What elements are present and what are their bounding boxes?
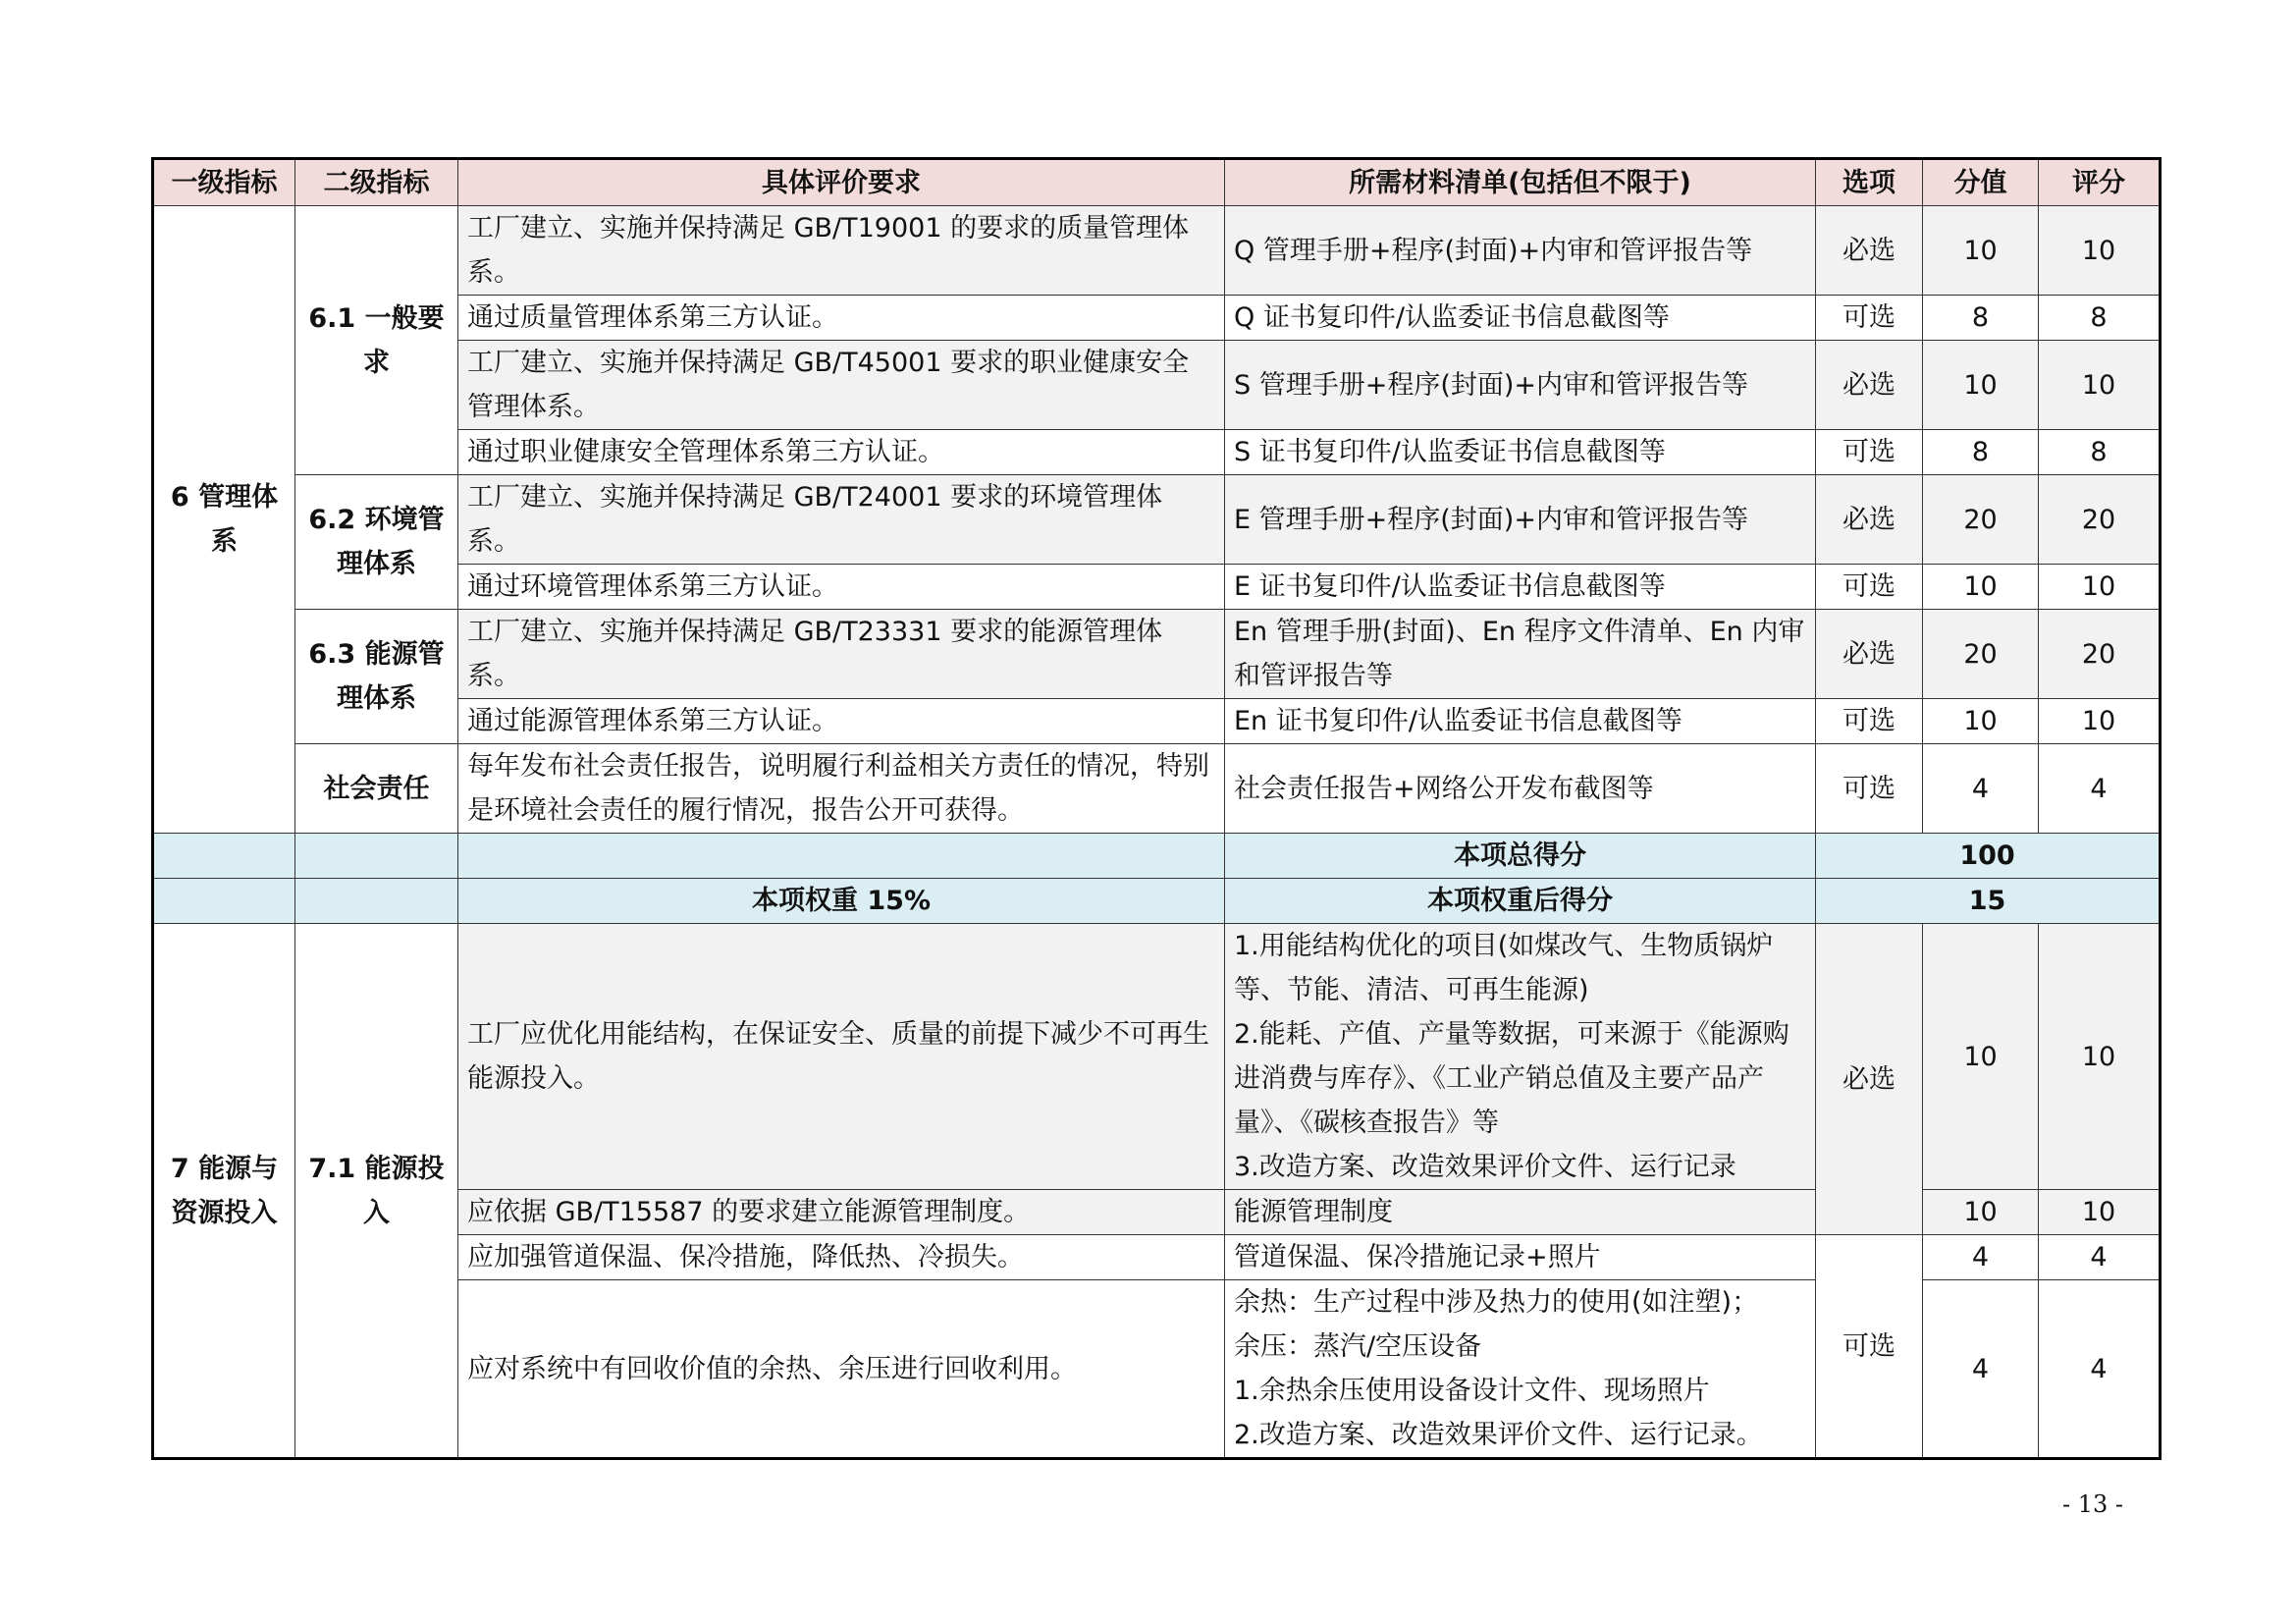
score-cell: 8	[2039, 296, 2161, 341]
materials-cell: 管道保温、保冷措施记录+照片	[1225, 1235, 1816, 1280]
score-cell: 10	[2039, 924, 2161, 1190]
option-cell: 必选	[1816, 206, 1923, 296]
requirement-cell: 每年发布社会责任报告，说明履行利益相关方责任的情况，特别是环境社会责任的履行情况，报告公开可获得。	[458, 744, 1225, 834]
score-cell: 20	[2039, 475, 2161, 565]
col-header-level1: 一级指标	[153, 159, 295, 206]
level1-energy-resource-input: 7 能源与资源投入	[153, 924, 295, 1459]
value-cell: 10	[1923, 565, 2039, 610]
option-cell: 可选	[1816, 296, 1923, 341]
materials-line: 余热：生产过程中涉及热力的使用(如注塑)；	[1234, 1287, 1759, 1318]
option-cell: 可选	[1816, 565, 1923, 610]
score-cell: 10	[2039, 341, 2161, 430]
materials-line: 余压：蒸汽/空压设备	[1234, 1331, 1482, 1362]
table-row	[153, 924, 2161, 1190]
value-cell: 4	[1923, 1235, 2039, 1280]
option-cell: 可选	[1816, 699, 1923, 744]
table-row	[153, 475, 2161, 565]
materials-cell: Q 证书复印件/认监委证书信息截图等	[1225, 296, 1816, 341]
materials-cell: E 证书复印件/认监委证书信息截图等	[1225, 565, 1816, 610]
requirement-cell: 应对系统中有回收价值的余热、余压进行回收利用。	[458, 1280, 1225, 1459]
requirement-cell: 工厂建立、实施并保持满足 GB/T19001 的要求的质量管理体系。	[458, 206, 1225, 296]
total-score-value: 100	[1816, 834, 2161, 879]
score-cell: 20	[2039, 610, 2161, 699]
materials-line: 1.用能结构优化的项目(如煤改气、生物质锅炉等、节能、清洁、可再生能源)	[1234, 931, 1774, 1005]
value-cell: 20	[1923, 475, 2039, 565]
evaluation-table	[151, 157, 2162, 1460]
level2-energy-input: 7.1 能源投入	[295, 924, 458, 1459]
requirement-cell: 工厂应优化用能结构，在保证安全、质量的前提下减少不可再生能源投入。	[458, 924, 1225, 1190]
col-header-score: 评分	[2039, 159, 2161, 206]
value-cell: 4	[1923, 1280, 2039, 1459]
requirement-cell: 工厂建立、实施并保持满足 GB/T45001 要求的职业健康安全管理体系。	[458, 341, 1225, 430]
score-cell: 10	[2039, 565, 2161, 610]
materials-cell	[1225, 1280, 1816, 1459]
requirement-cell: 工厂建立、实施并保持满足 GB/T24001 要求的环境管理体系。	[458, 475, 1225, 565]
materials-cell: En 管理手册(封面)、En 程序文件清单、En 内审和管评报告等	[1225, 610, 1816, 699]
col-header-requirement: 具体评价要求	[458, 159, 1225, 206]
materials-line: 3.改造方案、改造效果评价文件、运行记录	[1234, 1152, 1736, 1182]
weighted-score-label: 本项权重后得分	[1225, 879, 1816, 924]
score-cell: 8	[2039, 430, 2161, 475]
header-row	[153, 159, 2161, 206]
level2-social-responsibility: 社会责任	[295, 744, 458, 834]
requirement-cell: 通过环境管理体系第三方认证。	[458, 565, 1225, 610]
materials-cell	[1225, 924, 1816, 1190]
option-cell: 必选	[1816, 610, 1923, 699]
score-cell: 4	[2039, 1235, 2161, 1280]
table-row	[153, 744, 2161, 834]
value-cell: 10	[1923, 1190, 2039, 1235]
option-cell: 可选	[1816, 430, 1923, 475]
materials-cell: 社会责任报告+网络公开发布截图等	[1225, 744, 1816, 834]
requirement-cell: 通过职业健康安全管理体系第三方认证。	[458, 430, 1225, 475]
materials-line: 2.能耗、产值、产量等数据，可来源于《能源购进消费与库存》、《工业产销总值及主要产品产量》、《碳核查报告》等	[1234, 1019, 1789, 1138]
level2-energy: 6.3 能源管理体系	[295, 610, 458, 744]
level1-management-system: 6 管理体系	[153, 206, 295, 834]
value-cell: 10	[1923, 206, 2039, 296]
requirement-cell: 应加强管道保温、保冷措施，降低热、冷损失。	[458, 1235, 1225, 1280]
requirement-cell: 工厂建立、实施并保持满足 GB/T23331 要求的能源管理体系。	[458, 610, 1225, 699]
weight-label: 本项权重 15%	[458, 879, 1225, 924]
value-cell: 20	[1923, 610, 2039, 699]
option-cell: 必选	[1816, 341, 1923, 430]
materials-cell: En 证书复印件/认监委证书信息截图等	[1225, 699, 1816, 744]
col-header-level2: 二级指标	[295, 159, 458, 206]
value-cell: 4	[1923, 744, 2039, 834]
level2-environment: 6.2 环境管理体系	[295, 475, 458, 610]
requirement-cell: 应依据 GB/T15587 的要求建立能源管理制度。	[458, 1190, 1225, 1235]
col-header-option: 选项	[1816, 159, 1923, 206]
score-cell: 4	[2039, 1280, 2161, 1459]
value-cell: 8	[1923, 430, 2039, 475]
value-cell: 10	[1923, 341, 2039, 430]
materials-line: 2.改造方案、改造效果评价文件、运行记录。	[1234, 1420, 1763, 1450]
value-cell: 10	[1923, 699, 2039, 744]
total-score-row	[153, 834, 2161, 879]
option-cell: 必选	[1816, 475, 1923, 565]
level2-general: 6.1 一般要求	[295, 206, 458, 475]
total-score-label: 本项总得分	[1225, 834, 1816, 879]
score-cell: 4	[2039, 744, 2161, 834]
option-cell: 可选	[1816, 744, 1923, 834]
materials-cell: 能源管理制度	[1225, 1190, 1816, 1235]
materials-cell: S 管理手册+程序(封面)+内审和管评报告等	[1225, 341, 1816, 430]
value-cell: 8	[1923, 296, 2039, 341]
materials-cell: S 证书复印件/认监委证书信息截图等	[1225, 430, 1816, 475]
weighted-score-value: 15	[1816, 879, 2161, 924]
materials-cell: E 管理手册+程序(封面)+内审和管评报告等	[1225, 475, 1816, 565]
requirement-cell: 通过质量管理体系第三方认证。	[458, 296, 1225, 341]
score-cell: 10	[2039, 206, 2161, 296]
materials-cell: Q 管理手册+程序(封面)+内审和管评报告等	[1225, 206, 1816, 296]
score-cell: 10	[2039, 699, 2161, 744]
table-row	[153, 610, 2161, 699]
materials-line: 1.余热余压使用设备设计文件、现场照片	[1234, 1376, 1710, 1406]
col-header-value: 分值	[1923, 159, 2039, 206]
option-cell: 必选	[1816, 924, 1923, 1235]
value-cell: 10	[1923, 924, 2039, 1190]
option-cell: 可选	[1816, 1235, 1923, 1459]
col-header-materials: 所需材料清单(包括但不限于)	[1225, 159, 1816, 206]
table-row	[153, 206, 2161, 296]
page-number: - 13 -	[2061, 1490, 2123, 1518]
weighted-score-row	[153, 879, 2161, 924]
score-cell: 10	[2039, 1190, 2161, 1235]
requirement-cell: 通过能源管理体系第三方认证。	[458, 699, 1225, 744]
